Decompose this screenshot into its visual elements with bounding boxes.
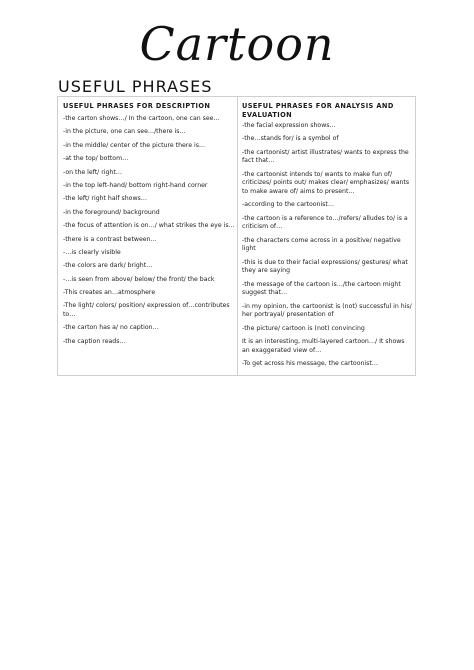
list-item: -the cartoonist intends to/ wants to make fun of/ criticizes/ points out/ makes clear/ emphasizes/ wants to make aware of/ aims to present…: [242, 170, 410, 195]
list-item: -the focus of attention is on…/ what strikes the eye is…: [63, 222, 235, 230]
list-item: -…is clearly visible: [63, 248, 121, 256]
list-item: -the cartoonist/ artist illustrates/ wants to express the fact that…: [242, 148, 409, 165]
list-item: -on the left/ right…: [63, 168, 122, 176]
analysis-heading: USEFUL PHRASES FOR ANALYSIS AND EVALUATION: [242, 102, 394, 119]
list-item: -…is seen from above/ below/ the front/ the back: [63, 275, 215, 283]
list-item: -the caption reads…: [63, 337, 126, 345]
list-item: -the…stands for/ is a symbol of: [242, 135, 339, 143]
description-column: [63, 102, 235, 351]
phrases-table: [57, 96, 416, 376]
column-divider: [237, 97, 238, 375]
list-item: -The light/ colors/ position/ expression of…contributes to…: [63, 302, 230, 319]
list-item: -the facial expression shows…: [242, 122, 336, 129]
description-list: [63, 115, 235, 346]
list-item: -the carton has a/ no caption…: [63, 324, 159, 332]
analysis-list: [242, 122, 412, 369]
list-item: -there is a contrast between…: [63, 235, 157, 243]
list-item: -the left/ right half shows…: [63, 195, 147, 203]
list-item: -the cartoon is a reference to…/refers/ alludes to/ is a criticism of…: [242, 214, 408, 231]
list-item: -at the top/ bottom…: [63, 155, 129, 163]
list-item: -This creates an…atmosphere: [63, 289, 156, 297]
list-item: -according to the cartoonist…: [242, 201, 335, 209]
list-item: It is an interesting, multi-layered cartoon…/ It shows an exaggerated view of…: [242, 338, 405, 354]
page-title: Cartoon: [139, 17, 335, 71]
section-heading: USEFUL PHRASES: [58, 77, 213, 96]
description-heading: USEFUL PHRASES FOR DESCRIPTION: [63, 102, 211, 110]
list-item: -in the top left-hand/ bottom right-hand corner: [63, 181, 208, 189]
list-item: -the colors are dark/ bright…: [63, 262, 153, 270]
list-item: -this is due to their facial expressions/ gestures/ what they are saying: [242, 258, 408, 275]
analysis-column: [242, 102, 412, 373]
list-item: -the characters come across in a positive/ negative light: [242, 236, 401, 253]
list-item: -the message of the cartoon is…/the cartoon might suggest that…: [242, 280, 401, 297]
list-item: -in the middle/ center of the picture there is…: [63, 141, 206, 149]
list-item: -To get across his message, the cartoonist…: [242, 360, 378, 368]
list-item: -the carton shows…/ In the cartoon, one can see…: [63, 115, 220, 122]
list-item: -in my opinion, the cartoonist is (not) successful in his/ her portrayal/ presentation of: [242, 302, 412, 319]
list-item: -in the picture, one can see…/there is…: [63, 128, 186, 136]
list-item: -the picture/ cartoon is (not) convincing: [242, 324, 365, 332]
list-item: -in the foreground/ background: [63, 208, 160, 216]
